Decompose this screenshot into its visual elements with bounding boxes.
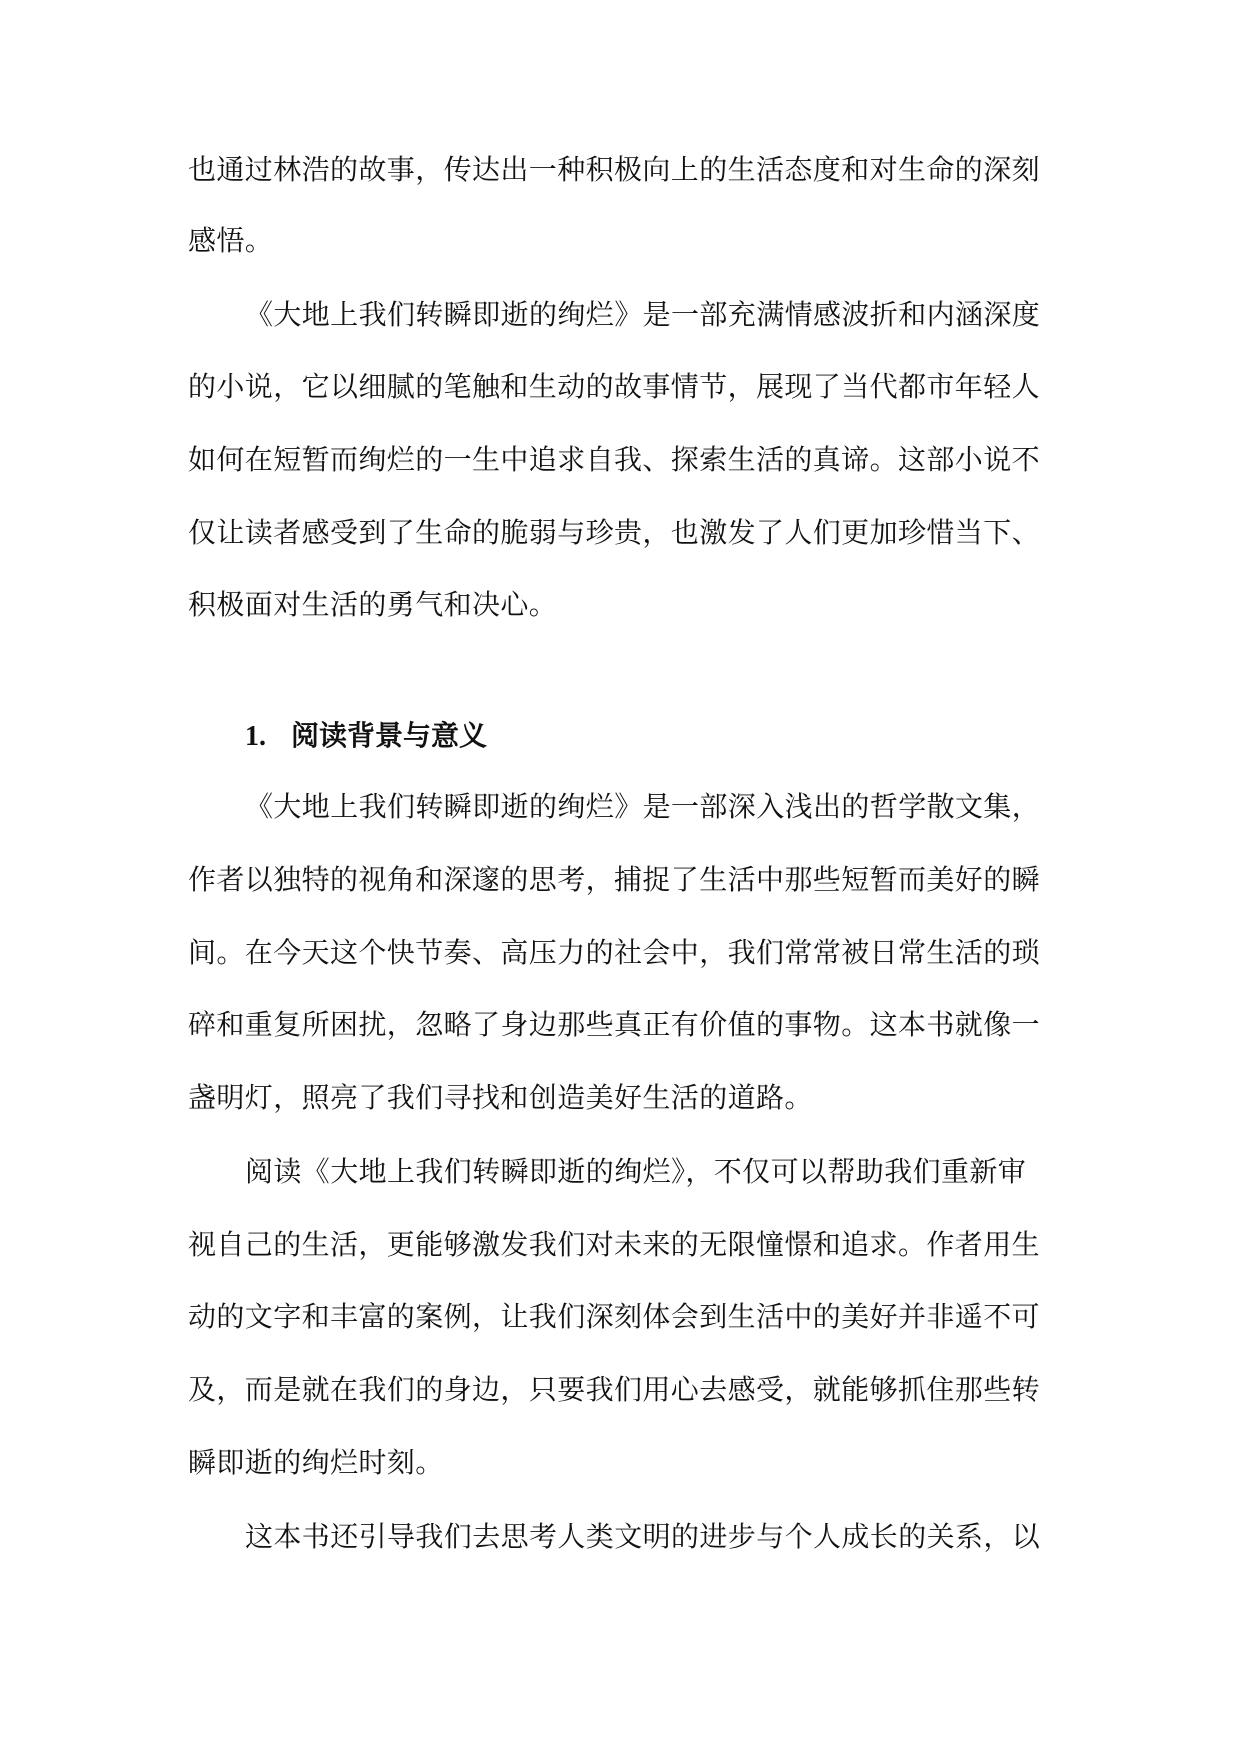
- paragraph-2-line-2: 的小说，它以细腻的笔触和生动的故事情节，展现了当代都市年轻人: [188, 370, 1041, 403]
- paragraph-3-line-5: 盏明灯，照亮了我们寻找和创造美好生活的道路。: [188, 1081, 813, 1114]
- paragraph-1-line-2: 感悟。: [188, 224, 274, 257]
- section-number: 1.: [245, 721, 266, 752]
- paragraph-3-line-2: 作者以独特的视角和深邃的思考，捕捉了生活中那些短暂而美好的瞬: [188, 863, 1041, 896]
- paragraph-3-line-3: 间。在今天这个快节奏、高压力的社会中，我们常常被日常生活的琐: [188, 936, 1041, 969]
- paragraph-2-line-5: 积极面对生活的勇气和决心。: [188, 588, 558, 621]
- paragraph-5-line-1: 这本书还引导我们去思考人类文明的进步与个人成长的关系，以: [245, 1520, 1041, 1553]
- paragraph-2-line-4: 仅让读者感受到了生命的脆弱与珍贵，也激发了人们更加珍惜当下、: [188, 516, 1041, 549]
- paragraph-1-line-1: 也通过林浩的故事，传达出一种积极向上的生活态度和对生命的深刻: [188, 153, 1041, 186]
- section-heading: [245, 718, 487, 755]
- paragraph-4-line-1: 阅读《大地上我们转瞬即逝的绚烂》，不仅可以帮助我们重新审: [245, 1155, 1027, 1188]
- paragraph-2-line-1: 《大地上我们转瞬即逝的绚烂》是一部充满情感波折和内涵深度: [245, 298, 1041, 331]
- paragraph-4-line-5: 瞬即逝的绚烂时刻。: [188, 1446, 444, 1479]
- paragraph-3-line-4: 碎和重复所困扰，忽略了身边那些真正有价值的事物。这本书就像一: [188, 1008, 1041, 1041]
- paragraph-4-line-2: 视自己的生活，更能够激发我们对未来的无限憧憬和追求。作者用生: [188, 1228, 1041, 1261]
- section-title: 阅读背景与意义: [291, 719, 488, 752]
- paragraph-4-line-4: 及，而是就在我们的身边，只要我们用心去感受，就能够抓住那些转: [188, 1373, 1041, 1406]
- paragraph-4-line-3: 动的文字和丰富的案例，让我们深刻体会到生活中的美好并非遥不可: [188, 1300, 1041, 1333]
- paragraph-2-line-3: 如何在短暂而绚烂的一生中追求自我、探索生活的真谛。这部小说不: [188, 443, 1041, 476]
- paragraph-3-line-1: 《大地上我们转瞬即逝的绚烂》是一部深入浅出的哲学散文集，: [245, 790, 1041, 823]
